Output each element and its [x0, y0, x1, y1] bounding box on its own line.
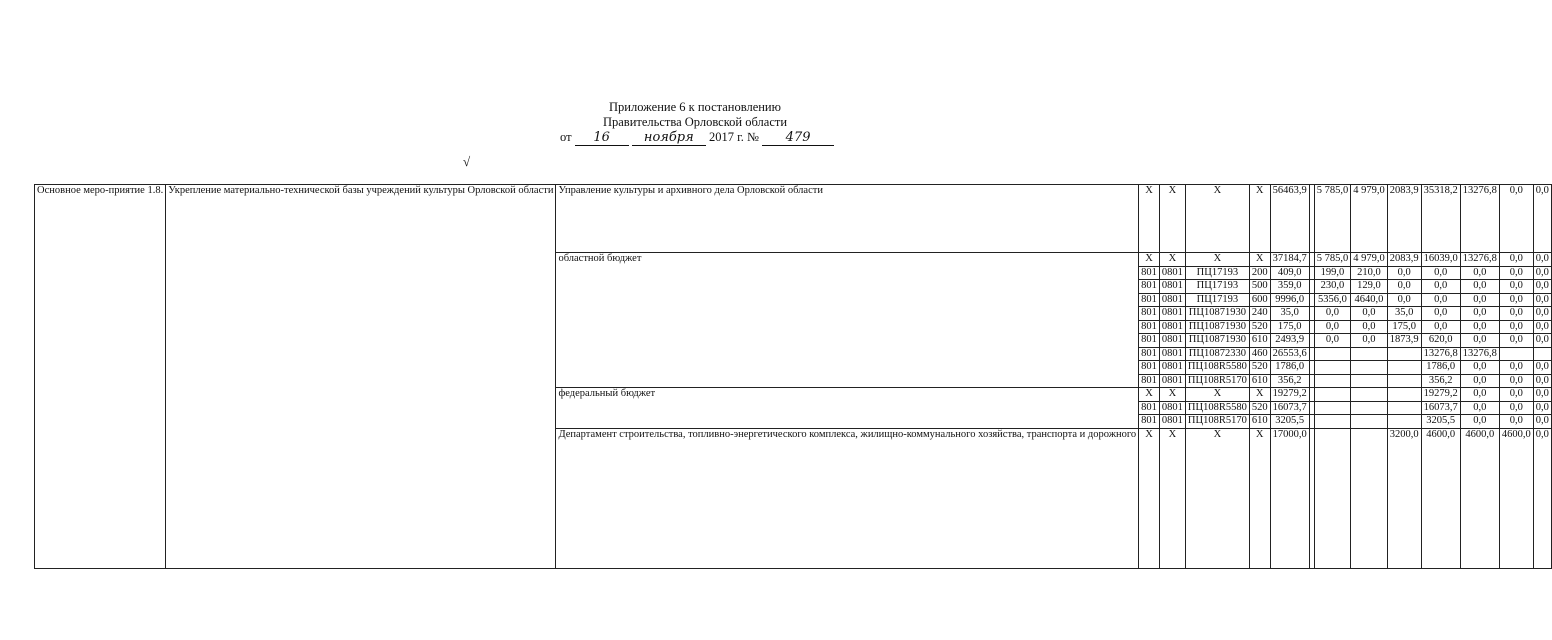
- table-cell: 0,0: [1499, 374, 1533, 388]
- appendix-subtitle: Правительства Орловской области: [602, 115, 788, 129]
- table-cell: 801: [1139, 334, 1160, 348]
- table-cell: 0,0: [1387, 266, 1421, 280]
- table-cell: 2493,9: [1270, 334, 1309, 348]
- table-cell: [1314, 361, 1351, 375]
- table-cell: [1314, 388, 1351, 402]
- table-cell: 0,0: [1533, 415, 1551, 429]
- table-cell: 17000,0: [1270, 428, 1309, 568]
- table-cell: 0,0: [1314, 320, 1351, 334]
- table-cell: X: [1185, 428, 1249, 568]
- table-cell: 0,0: [1460, 320, 1499, 334]
- table-cell: 0,0: [1460, 361, 1499, 375]
- table-cell: 0,0: [1499, 266, 1533, 280]
- table-cell: [1314, 374, 1351, 388]
- table-cell: 0,0: [1499, 388, 1533, 402]
- table-cell: 19279,2: [1270, 388, 1309, 402]
- table-cell: 0,0: [1499, 253, 1533, 267]
- table-cell: X: [1159, 185, 1185, 253]
- table-cell: 0801: [1159, 293, 1185, 307]
- table-cell: 4600,0: [1499, 428, 1533, 568]
- table-cell: 56463,9: [1270, 185, 1309, 253]
- table-cell: [1387, 415, 1421, 429]
- budget-label-cell: областной бюджет: [556, 253, 1139, 388]
- table-cell: ПЦ10871930: [1185, 334, 1249, 348]
- table-cell: ПЦ108R5580: [1185, 401, 1249, 415]
- table-cell: 0,0: [1460, 293, 1499, 307]
- table-cell: 0,0: [1421, 293, 1460, 307]
- table-cell: 801: [1139, 374, 1160, 388]
- table-cell: X: [1249, 428, 1270, 568]
- table-cell: 0,0: [1314, 307, 1351, 321]
- table-cell: 0,0: [1499, 280, 1533, 294]
- table-cell: 0,0: [1460, 415, 1499, 429]
- budget-label-cell: федеральный бюджет: [556, 388, 1139, 429]
- table-cell: ПЦ17193: [1185, 280, 1249, 294]
- table-cell: 0,0: [1421, 320, 1460, 334]
- table-cell: 359,0: [1270, 280, 1309, 294]
- table-cell: 801: [1139, 347, 1160, 361]
- table-cell: 2083,9: [1387, 185, 1421, 253]
- handwritten-month: ноября: [632, 130, 706, 146]
- table-cell: 1873,9: [1387, 334, 1421, 348]
- table-cell: 35318,2: [1421, 185, 1460, 253]
- table-cell: 0,0: [1533, 361, 1551, 375]
- table-cell: 1786,0: [1421, 361, 1460, 375]
- table-cell: 175,0: [1270, 320, 1309, 334]
- table-cell: 0,0: [1460, 266, 1499, 280]
- table-cell: 16073,7: [1270, 401, 1309, 415]
- table-cell: 19279,2: [1421, 388, 1460, 402]
- table-cell: 13276,8: [1460, 253, 1499, 267]
- table-cell: 0801: [1159, 374, 1185, 388]
- table-cell: [1351, 401, 1388, 415]
- table-cell: 0,0: [1460, 307, 1499, 321]
- table-cell: 129,0: [1351, 280, 1388, 294]
- table-cell: 16073,7: [1421, 401, 1460, 415]
- measure-label-cell: Основное меро-приятие 1.8.: [35, 185, 166, 569]
- table-cell: 13276,8: [1460, 185, 1499, 253]
- table-cell: [1499, 347, 1533, 361]
- table-cell: 0801: [1159, 307, 1185, 321]
- table-cell: [1387, 401, 1421, 415]
- table-cell: 801: [1139, 293, 1160, 307]
- table-cell: 356,2: [1270, 374, 1309, 388]
- table-cell: [1314, 428, 1351, 568]
- table-cell: X: [1185, 388, 1249, 402]
- table-cell: 0,0: [1533, 334, 1551, 348]
- table-cell: 0,0: [1533, 320, 1551, 334]
- table-cell: 4640,0: [1351, 293, 1388, 307]
- table-cell: 0,0: [1533, 293, 1551, 307]
- table-cell: 3200,0: [1387, 428, 1421, 568]
- document-header: [540, 100, 850, 146]
- table-cell: 35,0: [1270, 307, 1309, 321]
- table-cell: 0,0: [1421, 307, 1460, 321]
- table-row: [35, 185, 1552, 253]
- table-cell: 0801: [1159, 347, 1185, 361]
- table-cell: [1533, 347, 1551, 361]
- measure-name-cell: Укрепление материально-технической базы учреждений культуры Орловской области: [166, 185, 556, 569]
- table-cell: 4 979,0: [1351, 185, 1388, 253]
- table-cell: ПЦ108R5170: [1185, 374, 1249, 388]
- table-cell: [1387, 374, 1421, 388]
- table-cell: 0,0: [1351, 334, 1388, 348]
- table-cell: [1314, 347, 1351, 361]
- table-cell: 0,0: [1499, 361, 1533, 375]
- table-cell: [1351, 415, 1388, 429]
- table-cell: 520: [1249, 401, 1270, 415]
- table-cell: [1351, 347, 1388, 361]
- table-cell: 409,0: [1270, 266, 1309, 280]
- table-cell: 0,0: [1533, 401, 1551, 415]
- table-cell: ПЦ10871930: [1185, 307, 1249, 321]
- table-cell: 0,0: [1499, 185, 1533, 253]
- table-cell: 0,0: [1499, 293, 1533, 307]
- table-cell: 240: [1249, 307, 1270, 321]
- date-line: [560, 130, 850, 146]
- table-cell: 0801: [1159, 401, 1185, 415]
- table-cell: 16039,0: [1421, 253, 1460, 267]
- table-cell: 0,0: [1387, 280, 1421, 294]
- table-cell: 520: [1249, 361, 1270, 375]
- table-cell: [1314, 415, 1351, 429]
- table-cell: [1387, 388, 1421, 402]
- table-cell: 0,0: [1533, 428, 1551, 568]
- table-cell: 199,0: [1314, 266, 1351, 280]
- table-cell: 600: [1249, 293, 1270, 307]
- table-cell: 500: [1249, 280, 1270, 294]
- table-cell: 0801: [1159, 361, 1185, 375]
- table-cell: X: [1139, 428, 1160, 568]
- table-cell: 4 979,0: [1351, 253, 1388, 267]
- table-cell: ПЦ108R5170: [1185, 415, 1249, 429]
- table-cell: 0,0: [1499, 415, 1533, 429]
- table-cell: 0,0: [1460, 374, 1499, 388]
- table-cell: X: [1139, 253, 1160, 267]
- table-cell: 0,0: [1421, 280, 1460, 294]
- table-cell: 9996,0: [1270, 293, 1309, 307]
- table-cell: 0,0: [1460, 388, 1499, 402]
- table-cell: 610: [1249, 334, 1270, 348]
- table-cell: [1351, 388, 1388, 402]
- table-cell: 3205,5: [1270, 415, 1309, 429]
- table-cell: 460: [1249, 347, 1270, 361]
- table-cell: 0,0: [1499, 307, 1533, 321]
- table-cell: 26553,6: [1270, 347, 1309, 361]
- table-cell: 13276,8: [1460, 347, 1499, 361]
- table-cell: X: [1159, 253, 1185, 267]
- table-cell: 5 785,0: [1314, 185, 1351, 253]
- table-cell: 230,0: [1314, 280, 1351, 294]
- table-cell: X: [1249, 388, 1270, 402]
- margin-mark: √: [463, 154, 471, 169]
- table-cell: [1387, 361, 1421, 375]
- table-cell: [1351, 374, 1388, 388]
- table-cell: ПЦ10871930: [1185, 320, 1249, 334]
- table-cell: 210,0: [1351, 266, 1388, 280]
- table-cell: 0,0: [1533, 374, 1551, 388]
- table-cell: 0,0: [1460, 280, 1499, 294]
- table-cell: 801: [1139, 320, 1160, 334]
- table-cell: 356,2: [1421, 374, 1460, 388]
- handwritten-number: 479: [762, 130, 834, 146]
- table-cell: 5356,0: [1314, 293, 1351, 307]
- table-cell: 5 785,0: [1314, 253, 1351, 267]
- table-cell: 801: [1139, 280, 1160, 294]
- table-cell: ПЦ17193: [1185, 266, 1249, 280]
- table-cell: [1351, 361, 1388, 375]
- table-cell: 37184,7: [1270, 253, 1309, 267]
- table-cell: 175,0: [1387, 320, 1421, 334]
- table-cell: 35,0: [1387, 307, 1421, 321]
- table-cell: 0,0: [1387, 293, 1421, 307]
- table-cell: 4600,0: [1421, 428, 1460, 568]
- table-cell: X: [1159, 428, 1185, 568]
- table-cell: X: [1139, 388, 1160, 402]
- table-cell: 0,0: [1533, 307, 1551, 321]
- table-cell: ПЦ108R5580: [1185, 361, 1249, 375]
- table-cell: 4600,0: [1460, 428, 1499, 568]
- table-cell: 0801: [1159, 266, 1185, 280]
- table-cell: 3205,5: [1421, 415, 1460, 429]
- table-cell: 0,0: [1533, 185, 1551, 253]
- table-cell: ПЦ17193: [1185, 293, 1249, 307]
- table-cell: 0801: [1159, 415, 1185, 429]
- table-cell: 520: [1249, 320, 1270, 334]
- table-cell: 0,0: [1421, 266, 1460, 280]
- from-label: от: [560, 130, 572, 144]
- table-cell: 0,0: [1499, 334, 1533, 348]
- table-cell: 0,0: [1533, 280, 1551, 294]
- table-cell: 0,0: [1314, 334, 1351, 348]
- table-cell: 0,0: [1499, 320, 1533, 334]
- table-cell: X: [1249, 253, 1270, 267]
- table-cell: 0,0: [1533, 388, 1551, 402]
- table-cell: 13276,8: [1421, 347, 1460, 361]
- table-cell: 0,0: [1351, 320, 1388, 334]
- year-label: 2017 г. №: [708, 130, 759, 144]
- table-cell: 801: [1139, 307, 1160, 321]
- table-cell: 801: [1139, 266, 1160, 280]
- table-cell: 2083,9: [1387, 253, 1421, 267]
- table-cell: 0,0: [1533, 253, 1551, 267]
- table-cell: [1314, 401, 1351, 415]
- budget-table: [34, 184, 1552, 569]
- table-cell: 200: [1249, 266, 1270, 280]
- table-cell: 801: [1139, 415, 1160, 429]
- table-cell: X: [1159, 388, 1185, 402]
- table-cell: 0801: [1159, 280, 1185, 294]
- table-cell: X: [1185, 185, 1249, 253]
- table-cell: [1351, 428, 1388, 568]
- appendix-title: Приложение 6 к постановлению: [609, 100, 781, 114]
- table-cell: 0801: [1159, 334, 1185, 348]
- table-cell: 0,0: [1460, 401, 1499, 415]
- table-cell: 0,0: [1351, 307, 1388, 321]
- handwritten-day: 16: [575, 130, 629, 146]
- table-cell: 0,0: [1533, 266, 1551, 280]
- table-cell: 0,0: [1460, 334, 1499, 348]
- table-cell: 0,0: [1499, 401, 1533, 415]
- table-cell: 801: [1139, 361, 1160, 375]
- table-cell: 1786,0: [1270, 361, 1309, 375]
- table-cell: 610: [1249, 415, 1270, 429]
- table-cell: X: [1139, 185, 1160, 253]
- table-cell: 0801: [1159, 320, 1185, 334]
- table-cell: 610: [1249, 374, 1270, 388]
- table-cell: ПЦ10872330: [1185, 347, 1249, 361]
- table-cell: 620,0: [1421, 334, 1460, 348]
- table-cell: X: [1249, 185, 1270, 253]
- table-cell: X: [1185, 253, 1249, 267]
- table-cell: 801: [1139, 401, 1160, 415]
- table-cell: [1387, 347, 1421, 361]
- executor-cell: Департамент строительства, топливно-энергетического комплекса, жилищно-коммунального хозяйства, транспорта и дорожного: [556, 428, 1139, 568]
- executor-cell: Управление культуры и архивного дела Орловской области: [556, 185, 1139, 253]
